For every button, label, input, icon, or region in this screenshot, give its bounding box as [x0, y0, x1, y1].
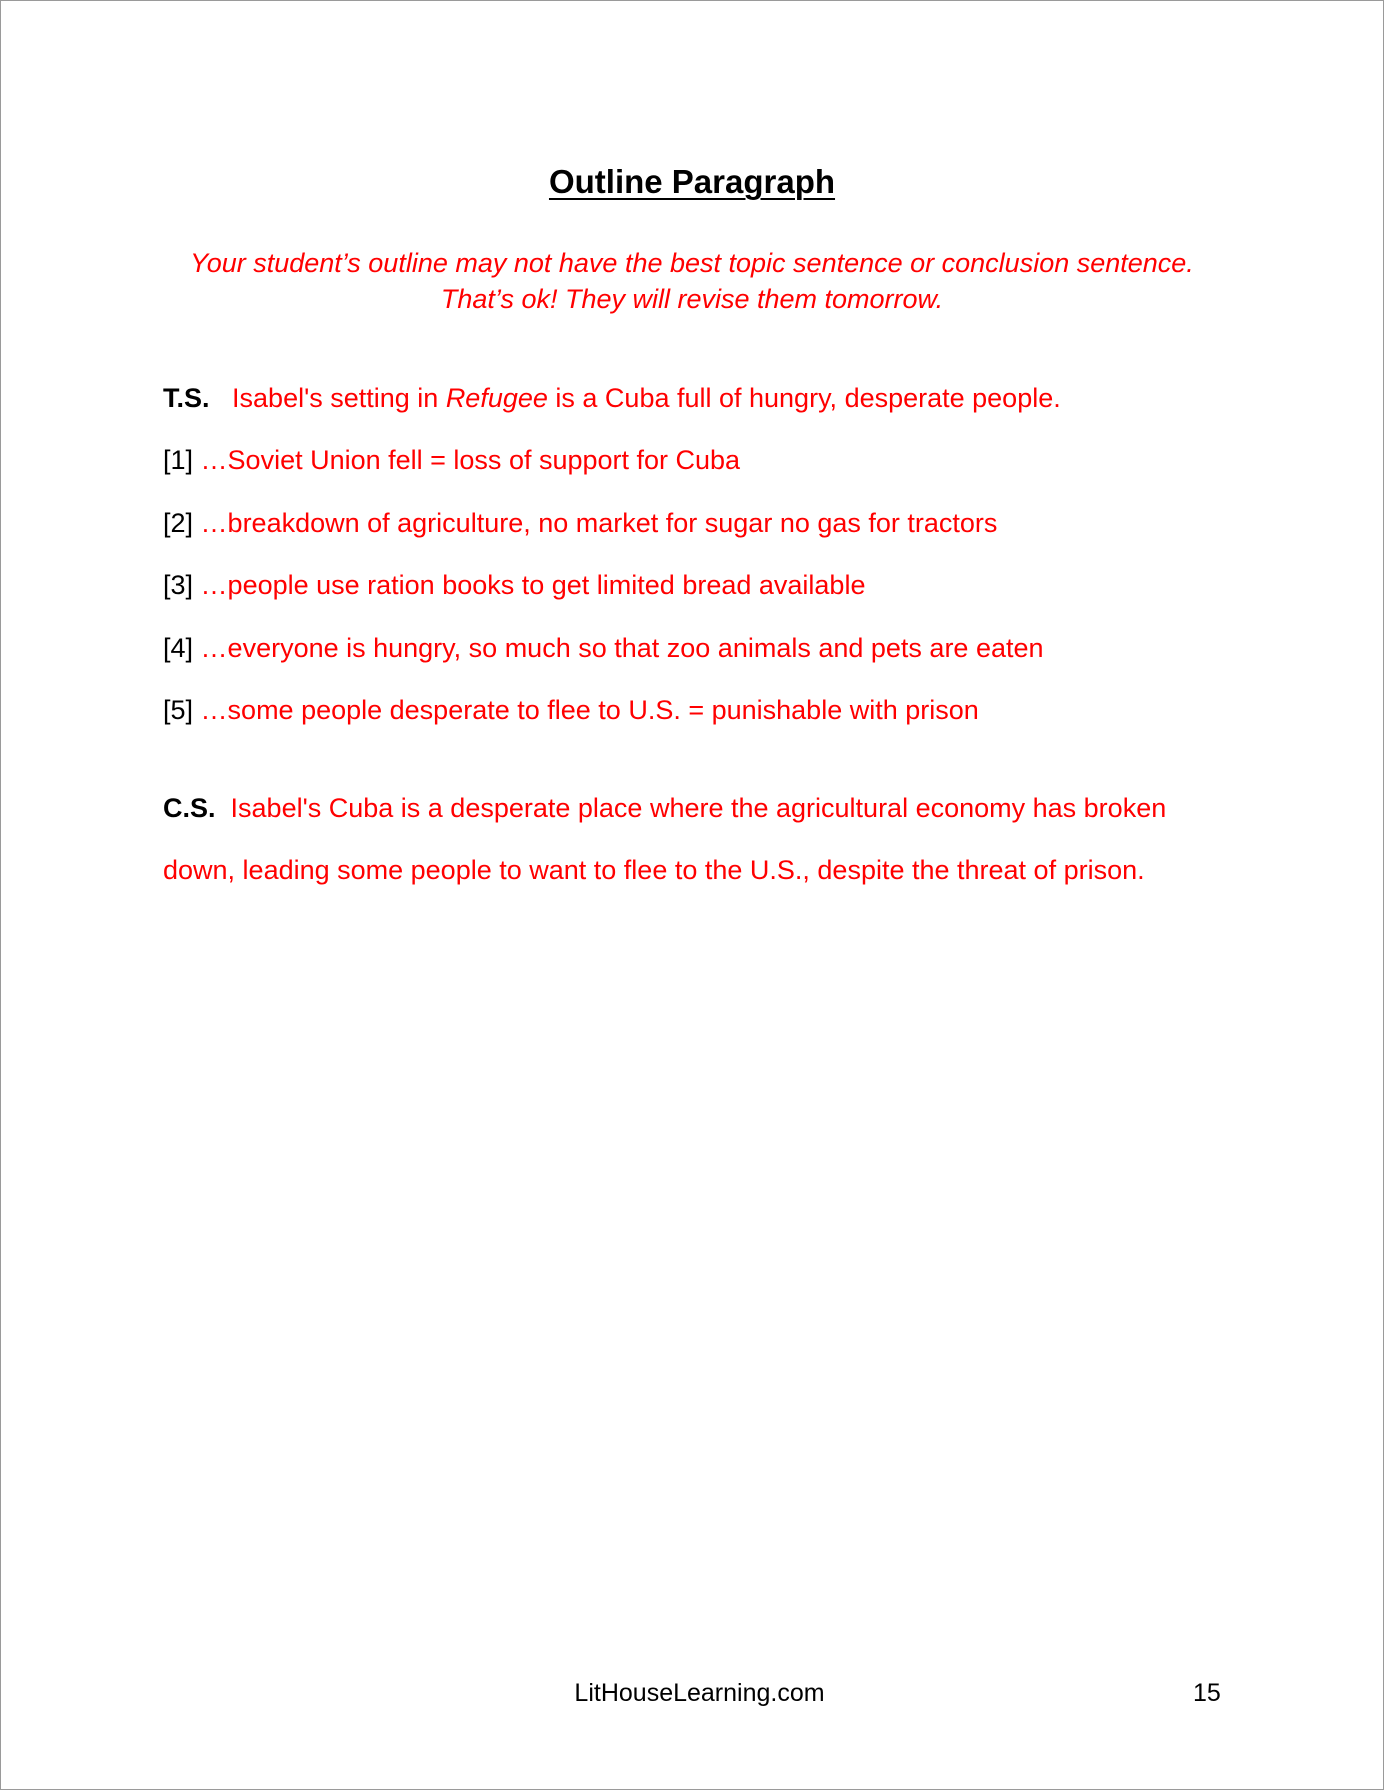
detail-label: [1]: [163, 445, 194, 475]
detail-text: …people use ration books to get limited bread available: [200, 570, 866, 600]
conclusion-sentence-text-2: down, leading some people to want to flee to the U.S., despite the threat of prison.: [163, 855, 1145, 885]
detail-label: [5]: [163, 695, 194, 725]
detail-item: [163, 570, 865, 601]
conclusion-sentence-label: C.S.: [163, 793, 216, 823]
topic-sentence-text-after: is a Cuba full of hungry, desperate people.: [547, 383, 1061, 413]
conclusion-sentence-text-1: Isabel's Cuba is a desperate place where the agricultural economy has broken: [230, 793, 1167, 823]
detail-item: [163, 633, 1044, 664]
conclusion-sentence-line-2: [163, 855, 1145, 886]
topic-sentence-label: T.S.: [163, 383, 210, 413]
detail-text: …breakdown of agriculture, no market for sugar no gas for tractors: [200, 508, 998, 538]
detail-item: [163, 695, 979, 726]
detail-text: …Soviet Union fell = loss of support for Cuba: [200, 445, 741, 475]
page-number: 15: [1193, 1679, 1221, 1707]
detail-label: [2]: [163, 508, 194, 538]
detail-text: …some people desperate to flee to U.S. = punishable with prison: [200, 695, 979, 725]
teacher-note-line-2: That’s ok! They will revise them tomorrow.: [440, 284, 944, 314]
detail-item: [163, 445, 740, 476]
footer-website: LitHouseLearning.com: [574, 1679, 825, 1707]
detail-text: …everyone is hungry, so much so that zoo animals and pets are eaten: [200, 633, 1044, 663]
detail-label: [3]: [163, 570, 194, 600]
detail-item: [163, 508, 997, 539]
detail-label: [4]: [163, 633, 194, 663]
topic-sentence-book-title: Refugee: [445, 383, 548, 413]
conclusion-sentence-line-1: [163, 793, 1166, 824]
topic-sentence-text-before: Isabel's setting in: [232, 383, 446, 413]
page-title: Outline Paragraph: [548, 163, 836, 200]
teacher-note-line-1: Your student’s outline may not have the best topic sentence or conclusion sentence.: [190, 248, 1194, 278]
topic-sentence: [163, 383, 1061, 414]
teacher-note: [1, 245, 1383, 317]
